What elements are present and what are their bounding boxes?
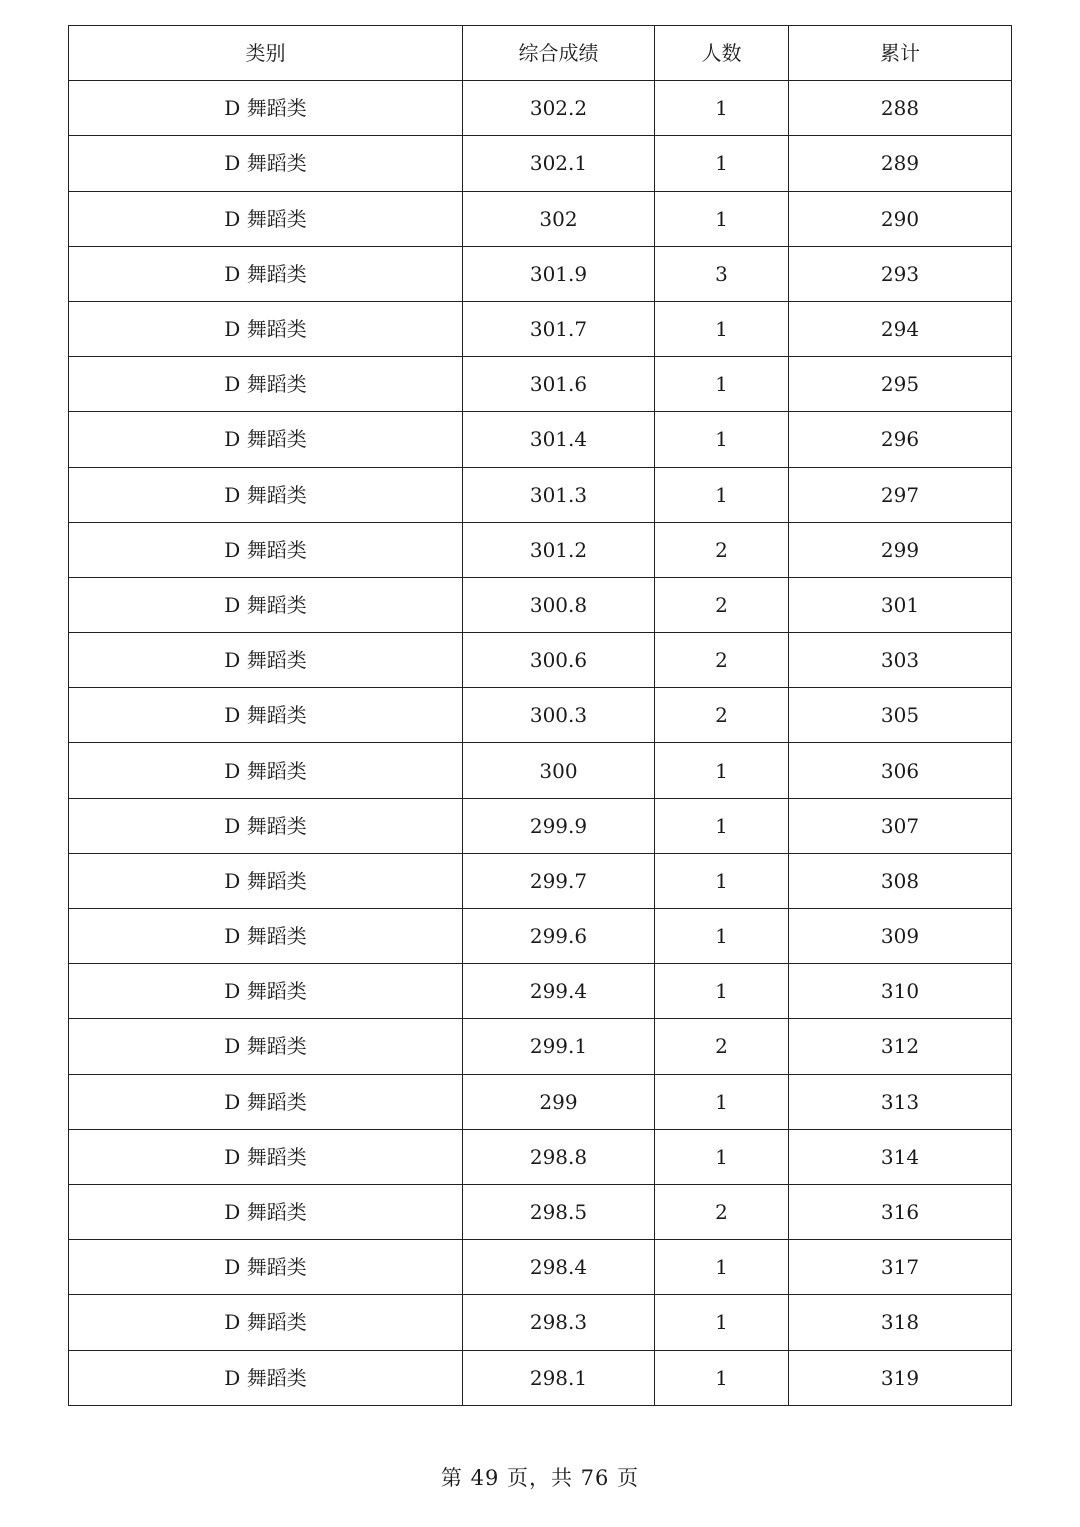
cell-cumulative: 297	[789, 467, 1012, 522]
cell-count: 2	[655, 633, 789, 688]
cell-score: 301.2	[463, 522, 655, 577]
cell-category: D 舞蹈类	[69, 136, 463, 191]
cell-category: D 舞蹈类	[69, 467, 463, 522]
cell-score: 299.1	[463, 1019, 655, 1074]
cell-score: 298.8	[463, 1129, 655, 1184]
cell-score: 299.9	[463, 798, 655, 853]
table-row	[69, 853, 1012, 908]
cell-cumulative: 295	[789, 357, 1012, 412]
cell-score: 298.1	[463, 1350, 655, 1405]
cell-score: 298.4	[463, 1240, 655, 1295]
cell-count: 1	[655, 743, 789, 798]
cell-category: D 舞蹈类	[69, 81, 463, 136]
cell-cumulative: 293	[789, 246, 1012, 301]
table-row	[69, 357, 1012, 412]
cell-count: 1	[655, 136, 789, 191]
cell-category: D 舞蹈类	[69, 1350, 463, 1405]
header-count: 人数	[655, 26, 789, 81]
cell-count: 1	[655, 798, 789, 853]
cell-cumulative: 314	[789, 1129, 1012, 1184]
cell-cumulative: 308	[789, 853, 1012, 908]
cell-cumulative: 310	[789, 964, 1012, 1019]
cell-cumulative: 296	[789, 412, 1012, 467]
cell-count: 1	[655, 1074, 789, 1129]
table-row	[69, 633, 1012, 688]
cell-score: 300.3	[463, 688, 655, 743]
cell-count: 1	[655, 467, 789, 522]
cell-cumulative: 294	[789, 301, 1012, 356]
cell-cumulative: 305	[789, 688, 1012, 743]
cell-category: D 舞蹈类	[69, 688, 463, 743]
cell-cumulative: 312	[789, 1019, 1012, 1074]
table-row	[69, 688, 1012, 743]
table-row	[69, 81, 1012, 136]
score-table	[68, 25, 1012, 1406]
cell-category: D 舞蹈类	[69, 1074, 463, 1129]
table-row	[69, 1184, 1012, 1239]
cell-score: 299	[463, 1074, 655, 1129]
table-row	[69, 1350, 1012, 1405]
cell-cumulative: 306	[789, 743, 1012, 798]
cell-count: 2	[655, 522, 789, 577]
cell-cumulative: 299	[789, 522, 1012, 577]
cell-score: 299.4	[463, 964, 655, 1019]
cell-category: D 舞蹈类	[69, 798, 463, 853]
table-row	[69, 1129, 1012, 1184]
cell-cumulative: 289	[789, 136, 1012, 191]
cell-cumulative: 309	[789, 909, 1012, 964]
cell-cumulative: 316	[789, 1184, 1012, 1239]
cell-cumulative: 307	[789, 798, 1012, 853]
header-row	[69, 26, 1012, 81]
cell-score: 300.6	[463, 633, 655, 688]
table-row	[69, 798, 1012, 853]
table-row	[69, 1019, 1012, 1074]
table-row	[69, 412, 1012, 467]
table-row	[69, 301, 1012, 356]
table-row	[69, 1240, 1012, 1295]
cell-category: D 舞蹈类	[69, 1184, 463, 1239]
cell-score: 301.6	[463, 357, 655, 412]
cell-count: 2	[655, 1019, 789, 1074]
cell-cumulative: 313	[789, 1074, 1012, 1129]
cell-count: 1	[655, 301, 789, 356]
cell-score: 300	[463, 743, 655, 798]
table-row	[69, 577, 1012, 632]
cell-category: D 舞蹈类	[69, 412, 463, 467]
table-row	[69, 964, 1012, 1019]
cell-count: 1	[655, 412, 789, 467]
cell-cumulative: 303	[789, 633, 1012, 688]
cell-cumulative: 317	[789, 1240, 1012, 1295]
page-footer: 第 49 页，共 76 页	[440, 1466, 640, 1490]
cell-count: 1	[655, 81, 789, 136]
cell-score: 301.7	[463, 301, 655, 356]
cell-count: 1	[655, 909, 789, 964]
cell-count: 1	[655, 964, 789, 1019]
cell-count: 1	[655, 1350, 789, 1405]
cell-score: 301.4	[463, 412, 655, 467]
cell-score: 302.2	[463, 81, 655, 136]
cell-category: D 舞蹈类	[69, 1240, 463, 1295]
cell-cumulative: 290	[789, 191, 1012, 246]
cell-count: 1	[655, 853, 789, 908]
cell-cumulative: 319	[789, 1350, 1012, 1405]
table-row	[69, 136, 1012, 191]
cell-category: D 舞蹈类	[69, 357, 463, 412]
cell-count: 2	[655, 577, 789, 632]
cell-category: D 舞蹈类	[69, 1019, 463, 1074]
cell-category: D 舞蹈类	[69, 1129, 463, 1184]
cell-cumulative: 301	[789, 577, 1012, 632]
cell-category: D 舞蹈类	[69, 301, 463, 356]
cell-score: 299.6	[463, 909, 655, 964]
cell-count: 2	[655, 1184, 789, 1239]
table-body	[69, 81, 1012, 1406]
cell-category: D 舞蹈类	[69, 191, 463, 246]
cell-count: 1	[655, 1295, 789, 1350]
cell-count: 3	[655, 246, 789, 301]
cell-count: 2	[655, 688, 789, 743]
cell-score: 298.5	[463, 1184, 655, 1239]
header-cumulative: 累计	[789, 26, 1012, 81]
cell-count: 1	[655, 1240, 789, 1295]
table-row	[69, 522, 1012, 577]
cell-category: D 舞蹈类	[69, 522, 463, 577]
cell-score: 300.8	[463, 577, 655, 632]
cell-score: 302	[463, 191, 655, 246]
cell-category: D 舞蹈类	[69, 1295, 463, 1350]
table-row	[69, 1074, 1012, 1129]
table-row	[69, 467, 1012, 522]
cell-category: D 舞蹈类	[69, 633, 463, 688]
cell-score: 299.7	[463, 853, 655, 908]
table-row	[69, 743, 1012, 798]
table-row	[69, 191, 1012, 246]
cell-cumulative: 288	[789, 81, 1012, 136]
header-score: 综合成绩	[463, 26, 655, 81]
cell-category: D 舞蹈类	[69, 743, 463, 798]
cell-category: D 舞蹈类	[69, 964, 463, 1019]
cell-cumulative: 318	[789, 1295, 1012, 1350]
cell-score: 302.1	[463, 136, 655, 191]
table-row	[69, 246, 1012, 301]
cell-category: D 舞蹈类	[69, 909, 463, 964]
header-category: 类别	[69, 26, 463, 81]
cell-category: D 舞蹈类	[69, 853, 463, 908]
cell-count: 1	[655, 357, 789, 412]
cell-score: 301.9	[463, 246, 655, 301]
table-row	[69, 1295, 1012, 1350]
cell-count: 1	[655, 1129, 789, 1184]
table-header	[69, 26, 1012, 81]
table-row	[69, 909, 1012, 964]
cell-category: D 舞蹈类	[69, 246, 463, 301]
cell-count: 1	[655, 191, 789, 246]
cell-category: D 舞蹈类	[69, 577, 463, 632]
cell-score: 301.3	[463, 467, 655, 522]
cell-score: 298.3	[463, 1295, 655, 1350]
